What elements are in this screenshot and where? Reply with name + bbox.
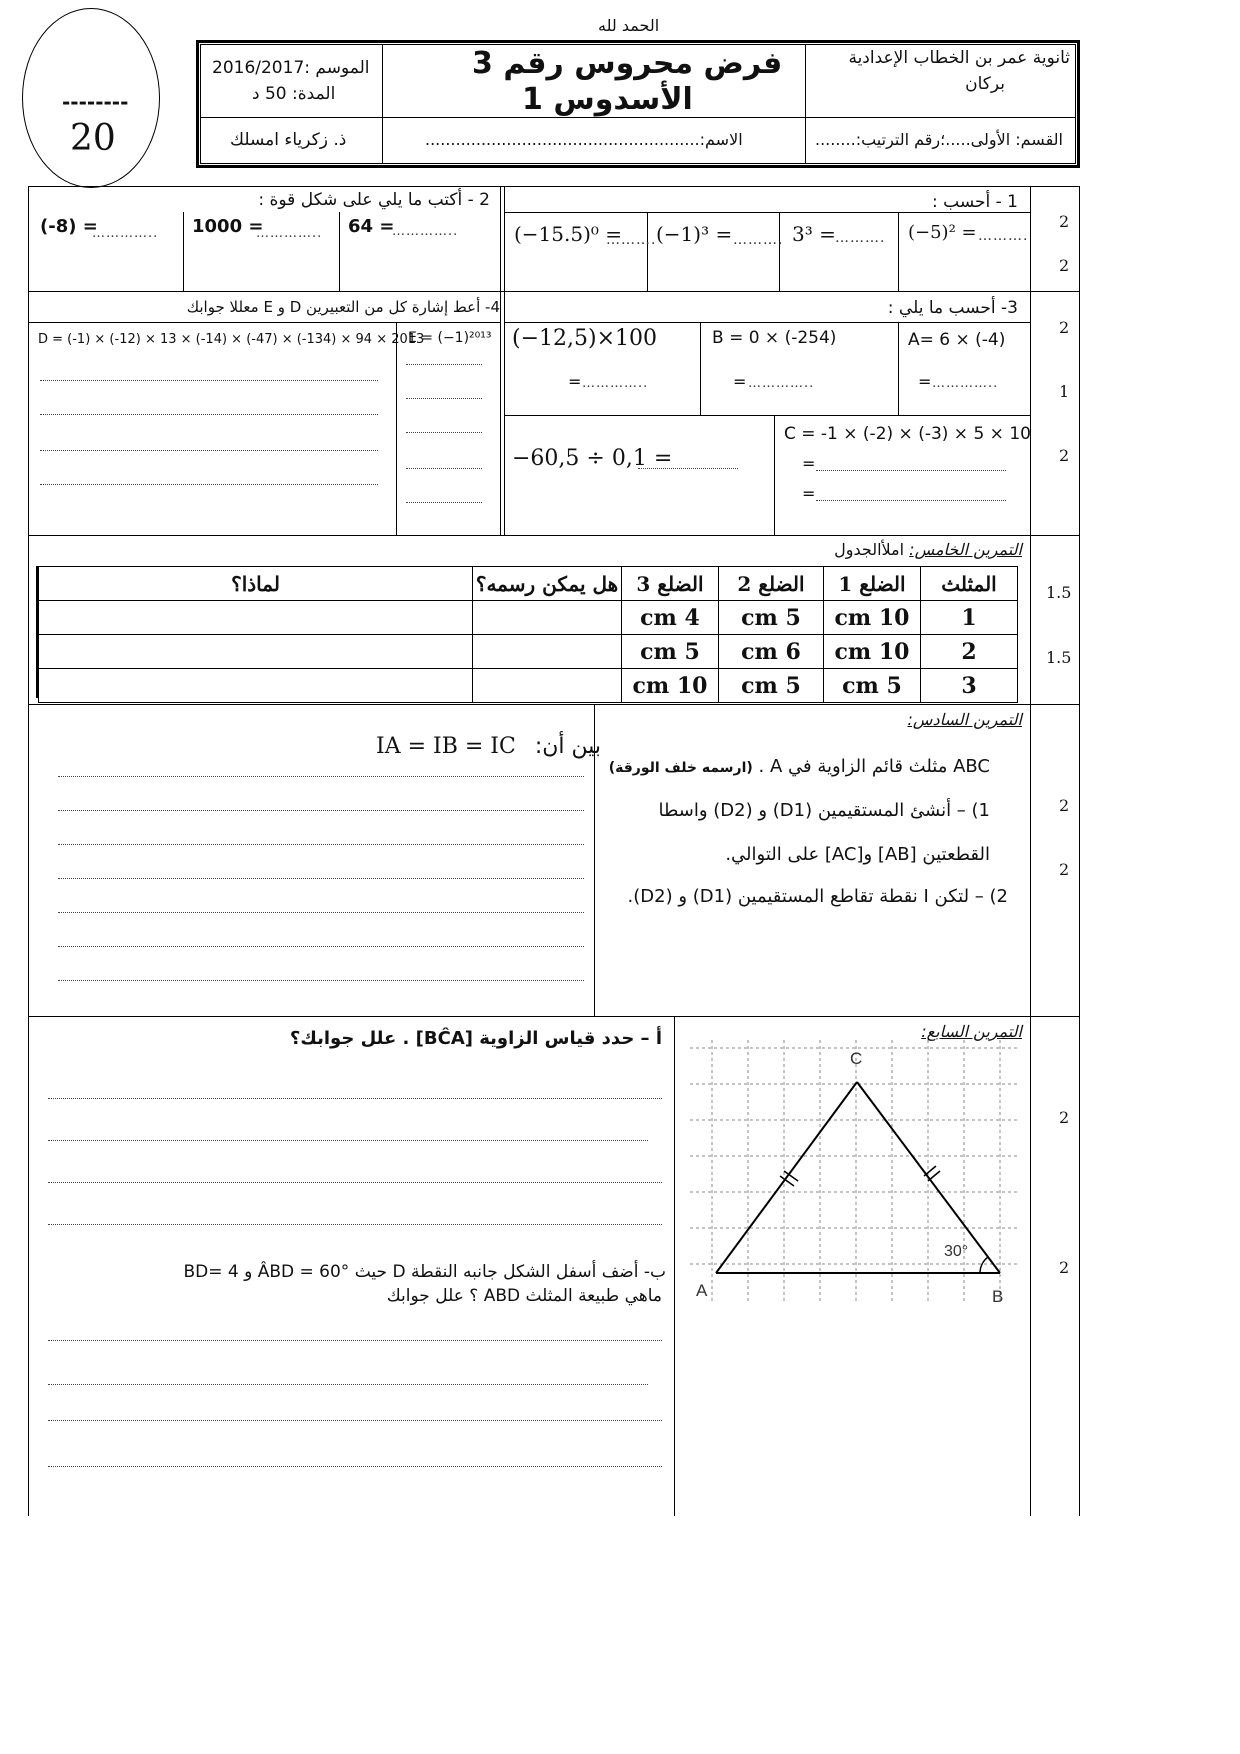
ex2-item: 1000 =: [192, 216, 264, 237]
ex3-Q: −60,5 ÷ 0,1 =: [512, 446, 673, 471]
ex6-title: التمرين السادس:: [907, 710, 1022, 729]
ex4-line-E[interactable]: [406, 398, 482, 399]
ex7-line[interactable]: [48, 1340, 662, 1341]
ex7-line[interactable]: [48, 1140, 648, 1141]
class-field[interactable]: القسم: الأولى.....؛رقم الترتيب:........: [815, 130, 1063, 149]
table-cell: 4 cm: [622, 601, 719, 635]
ex3-C: C = -1 × (-2) × (-3) × 5 × 10: [784, 424, 1031, 444]
teacher-name: ذ. زكرياء امسلك: [230, 130, 347, 150]
mark: 2: [1059, 318, 1070, 337]
ex7-title: التمرين السابع:: [921, 1022, 1022, 1041]
ex3-answer-C1[interactable]: [816, 470, 1006, 471]
ex6-line[interactable]: [58, 844, 584, 845]
ex3-eq: =: [802, 484, 816, 503]
ex5-instruction: املأالجدول: [834, 540, 905, 559]
table-cell: 5 cm: [622, 635, 719, 669]
frame-right: [1079, 186, 1080, 1516]
city-name: بركان: [965, 74, 1005, 94]
ex7-question-a: أ – حدد قياس الزاوية [BĈA] . علل جوابك؟: [289, 1028, 662, 1049]
ex6-line[interactable]: [58, 946, 584, 947]
ex3-eq: =: [733, 372, 747, 391]
ex2-item: (-8) =: [40, 216, 98, 237]
mark: 2: [1059, 446, 1070, 465]
table-cell: 3: [921, 669, 1018, 703]
ex1-item: (−5)² =: [908, 222, 977, 243]
ex7-question-b2: ماهي طبيعة المثلث ABD ؟ علل جوابك: [386, 1286, 662, 1306]
table-cell: 10 cm: [824, 635, 921, 669]
table-cell: 10 cm: [622, 669, 719, 703]
ex6-line[interactable]: [58, 776, 584, 777]
ex2-answer[interactable]: …………..: [92, 226, 159, 241]
ex4-line[interactable]: [40, 380, 378, 381]
ex6-show-label: بين أن:: [534, 734, 601, 759]
answer-cell[interactable]: [473, 669, 622, 703]
answer-cell[interactable]: [473, 601, 622, 635]
ex4-line-E[interactable]: [406, 432, 482, 433]
ex4-D: D = (-1) × (-12) × 13 × (-14) × (-47) × (-134) × 94 × 2013: [38, 332, 425, 347]
ex1-answer[interactable]: ……….: [835, 230, 886, 246]
ex7-line[interactable]: [48, 1384, 648, 1385]
table-header-row: [39, 567, 1018, 601]
mark: 2: [1059, 212, 1070, 231]
table-cell: 1: [921, 601, 1018, 635]
ex4-line[interactable]: [40, 484, 378, 485]
ex6-line1: [609, 756, 990, 777]
angle-label: 30°: [944, 1243, 969, 1260]
ex6-show: [376, 734, 601, 759]
table-cell: 2: [921, 635, 1018, 669]
mark: 2: [1059, 1108, 1070, 1127]
reason-cell[interactable]: [39, 601, 473, 635]
ex4-line-E[interactable]: [406, 468, 482, 469]
ex7-line[interactable]: [48, 1224, 662, 1225]
semester: الأسدوس 1: [522, 82, 693, 117]
ex1-answer[interactable]: ……….: [606, 232, 657, 248]
ex6-line[interactable]: [58, 912, 584, 913]
header-cell: الضلع 3: [622, 567, 719, 601]
ex3-eq: =: [918, 372, 932, 391]
top-note: الحمد لله: [598, 16, 660, 35]
mark: 2: [1059, 860, 1070, 879]
mark: 1.5: [1046, 583, 1072, 602]
mark: 1.5: [1046, 648, 1072, 667]
ex3-answer-P[interactable]: …………..: [582, 376, 649, 391]
ex4-line-E[interactable]: [406, 502, 482, 503]
ex2-answer[interactable]: …………..: [256, 226, 323, 241]
ex6-line1-text: ABC مثلث قائم الزاوية في A .: [758, 756, 990, 777]
ex7-line[interactable]: [48, 1098, 662, 1099]
ex7-line[interactable]: [48, 1466, 662, 1467]
table-cell: 10 cm: [824, 601, 921, 635]
ex2-answer[interactable]: …………..: [392, 224, 459, 239]
vertex-B: B: [992, 1287, 1004, 1306]
ex7-question-b1: ب- أضف أسفل الشكل جانبه النقطة D حيث ÂBD = 60° و BD= 4: [183, 1262, 666, 1282]
name-field[interactable]: الاسم:......................................................: [425, 130, 743, 149]
score-dashes: --------: [62, 90, 129, 114]
triangle-table: [38, 566, 1018, 703]
ex4-title: 4- أعط إشارة كل من التعبيرين D و E معللا جوابك: [186, 298, 500, 316]
duration: المدة: 50 د: [252, 84, 336, 104]
ex3-eq: =: [802, 454, 816, 473]
ex6-line2: 1) – أنشئ المستقيمين (D1) و (D2) واسطا: [658, 800, 990, 821]
ex6-line[interactable]: [58, 980, 584, 981]
ex3-answer-C2[interactable]: [816, 500, 1006, 501]
ex1-item: 3³ =: [792, 222, 836, 246]
frame-marks: [1030, 186, 1031, 1516]
frame-left: [28, 186, 29, 1516]
ex3-answer-B[interactable]: …………..: [748, 376, 815, 391]
reason-cell[interactable]: [39, 635, 473, 669]
ex4-line[interactable]: [40, 450, 378, 451]
table-cell: 5 cm: [719, 669, 824, 703]
mark: 1: [1059, 382, 1070, 401]
header-cell: الضلع 1: [824, 567, 921, 601]
table-row: [39, 669, 1018, 703]
table-cell: 5 cm: [719, 601, 824, 635]
school-name: ثانوية عمر بن الخطاب الإعدادية: [848, 48, 1070, 68]
ex3-P: (−12,5)×100: [512, 326, 658, 351]
grid: [690, 1040, 1020, 1302]
mark: 2: [1059, 1258, 1070, 1277]
ex6-line[interactable]: [58, 878, 584, 879]
ex1-title: 1 - أحسب :: [932, 192, 1018, 212]
ex1-answer[interactable]: ……….: [733, 232, 784, 248]
ex3-answer-Q[interactable]: [638, 468, 738, 469]
mark: 2: [1059, 256, 1070, 275]
exam-title: فرض محروس رقم 3: [472, 46, 783, 81]
ex5-label: التمرين الخامس:: [909, 540, 1022, 559]
table-row: [39, 601, 1018, 635]
table-cell: 6 cm: [719, 635, 824, 669]
header-cell: لماذا؟: [39, 567, 473, 601]
score-total: 20: [70, 118, 116, 159]
ex6-line3: القطعتين [AB] و[AC] على التوالي.: [725, 844, 990, 865]
ex4-line-E[interactable]: [406, 364, 482, 365]
header-cell: المثلث: [921, 567, 1018, 601]
ex1-item: (−15.5)⁰ =: [514, 222, 623, 246]
season: الموسم :2016/2017: [212, 58, 370, 78]
table-row: [39, 635, 1018, 669]
answer-cell[interactable]: [473, 635, 622, 669]
table-cell: 5 cm: [824, 669, 921, 703]
vertex-A: A: [696, 1281, 708, 1300]
ex3-B: B = 0 × (-254): [712, 328, 837, 348]
ex4-E: E = (−1)²⁰¹³: [408, 330, 492, 346]
ex3-eq: =: [568, 372, 582, 391]
ex6-line1-note: (ارسمه خلف الورقة): [608, 760, 753, 776]
ex7-line[interactable]: [48, 1182, 662, 1183]
mark: 2: [1059, 796, 1070, 815]
ex5-title: [834, 540, 1022, 559]
header-cell: هل يمكن رسمه؟: [473, 567, 622, 601]
ex6-line4: 2) – لتكن I نقطة تقاطع المستقيمين (D1) و (D2).: [627, 886, 1008, 907]
ex6-line[interactable]: [58, 810, 584, 811]
vertex-C: C: [850, 1049, 863, 1068]
ex7-line[interactable]: [48, 1420, 662, 1421]
ex4-line[interactable]: [40, 414, 378, 415]
ex2-item: 64 =: [348, 216, 395, 237]
ex1-answer[interactable]: ……….: [978, 228, 1029, 244]
triangle-figure: [680, 1040, 1025, 1310]
ex1-item: (−1)³ =: [656, 222, 733, 246]
ex3-title: 3- أحسب ما يلي :: [887, 298, 1018, 318]
ex2-title: 2 - أكتب ما يلي على شكل قوة :: [258, 190, 490, 210]
ex6-show-eq: IA = IB = IC: [376, 734, 516, 759]
ex3-A: A= 6 × (-4): [908, 330, 1006, 350]
header-cell: الضلع 2: [719, 567, 824, 601]
ex3-answer-A[interactable]: …………..: [932, 376, 999, 391]
reason-cell[interactable]: [39, 669, 473, 703]
